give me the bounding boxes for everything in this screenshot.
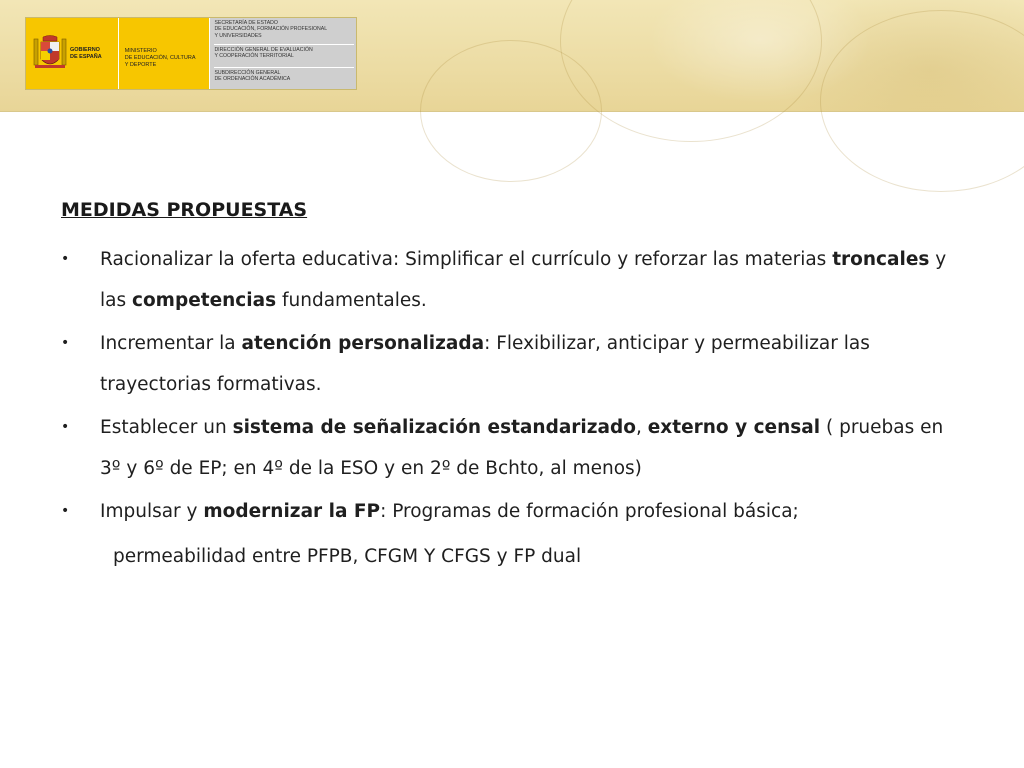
ministry-line: Y DEPORTE	[124, 62, 157, 68]
subdirectorate-label	[214, 67, 354, 83]
item-bold-text: externo y censal	[647, 417, 821, 438]
item-text: Impulsar y	[100, 501, 204, 522]
item-text: Incrementar la	[100, 333, 242, 354]
item-bold-text: modernizar la FP	[203, 501, 381, 522]
gov-line: GOBIERNO	[70, 46, 100, 53]
bullet-icon: •	[61, 419, 70, 435]
government-label	[70, 47, 102, 61]
secretariat-block	[209, 18, 356, 89]
bullet-icon: •	[61, 335, 70, 351]
item-text: : Programas de formación profesional básica;	[380, 501, 799, 522]
ministry-line: MINISTERIO	[124, 48, 157, 54]
item-bold-text: competencias	[132, 290, 277, 311]
directorate-line: DIRECCIÓN GENERAL DE EVALUACIÓN	[214, 47, 313, 53]
directorate-line: Y COOPERACIÓN TERRITORIAL	[214, 53, 294, 60]
bullet-icon: •	[61, 251, 70, 267]
directorate-label	[214, 44, 354, 60]
slide-content	[61, 195, 961, 577]
bullet-icon: •	[61, 503, 70, 519]
list-item	[61, 239, 961, 321]
secretariat-line: Y UNIVERSIDADES	[214, 32, 262, 39]
item-text: y las	[100, 249, 947, 311]
slide-heading: MEDIDAS PROPUESTAS	[61, 199, 308, 221]
subdirectorate-line: DE ORDENACIÓN ACADÉMICA	[214, 76, 291, 83]
ministry-label	[125, 48, 196, 69]
banner-decoration	[820, 10, 1024, 192]
item-bold-text: troncales	[832, 249, 930, 270]
item-text: Racionalizar la oferta educativa: Simplificar el currículo y reforzar las materias	[100, 249, 833, 270]
item-text: Establecer un	[100, 417, 233, 438]
coat-of-arms-icon	[33, 35, 67, 73]
ministry-logo	[25, 17, 357, 90]
secretariat-line: SECRETARÍA DE ESTADO	[214, 20, 278, 26]
subdirectorate-line: SUBDIRECCIÓN GENERAL	[214, 70, 281, 76]
list-item	[61, 323, 961, 405]
header-banner	[0, 0, 1024, 112]
gov-line: DE ESPAÑA	[70, 53, 102, 60]
item-text: ,	[635, 417, 648, 438]
government-logo-block	[26, 18, 118, 89]
item-bold-text: sistema de señalización estandarizado	[232, 417, 636, 438]
secretariat-label	[214, 20, 354, 39]
measures-list	[61, 239, 961, 532]
secretariat-line: DE EDUCACIÓN, FORMACIÓN PROFESIONAL	[214, 26, 328, 33]
item-text: fundamentales.	[276, 290, 427, 311]
list-item	[61, 491, 961, 532]
item-text: ( pruebas en 3º y 6º de EP; en 4º de la ESO y en 2º de Bchto, al menos)	[100, 417, 944, 479]
continuation-text: permeabilidad entre PFPB, CFGM Y CFGS y FP dual	[113, 546, 582, 567]
list-item	[61, 407, 961, 489]
item-text: : Flexibilizar, anticipar y permeabilizar las trayectorias formativas.	[100, 333, 870, 395]
banner-decoration	[420, 40, 602, 182]
item-bold-text: atención personalizada	[241, 333, 485, 354]
ministry-block	[118, 18, 210, 89]
ministry-line: DE EDUCACIÓN, CULTURA	[124, 55, 196, 61]
